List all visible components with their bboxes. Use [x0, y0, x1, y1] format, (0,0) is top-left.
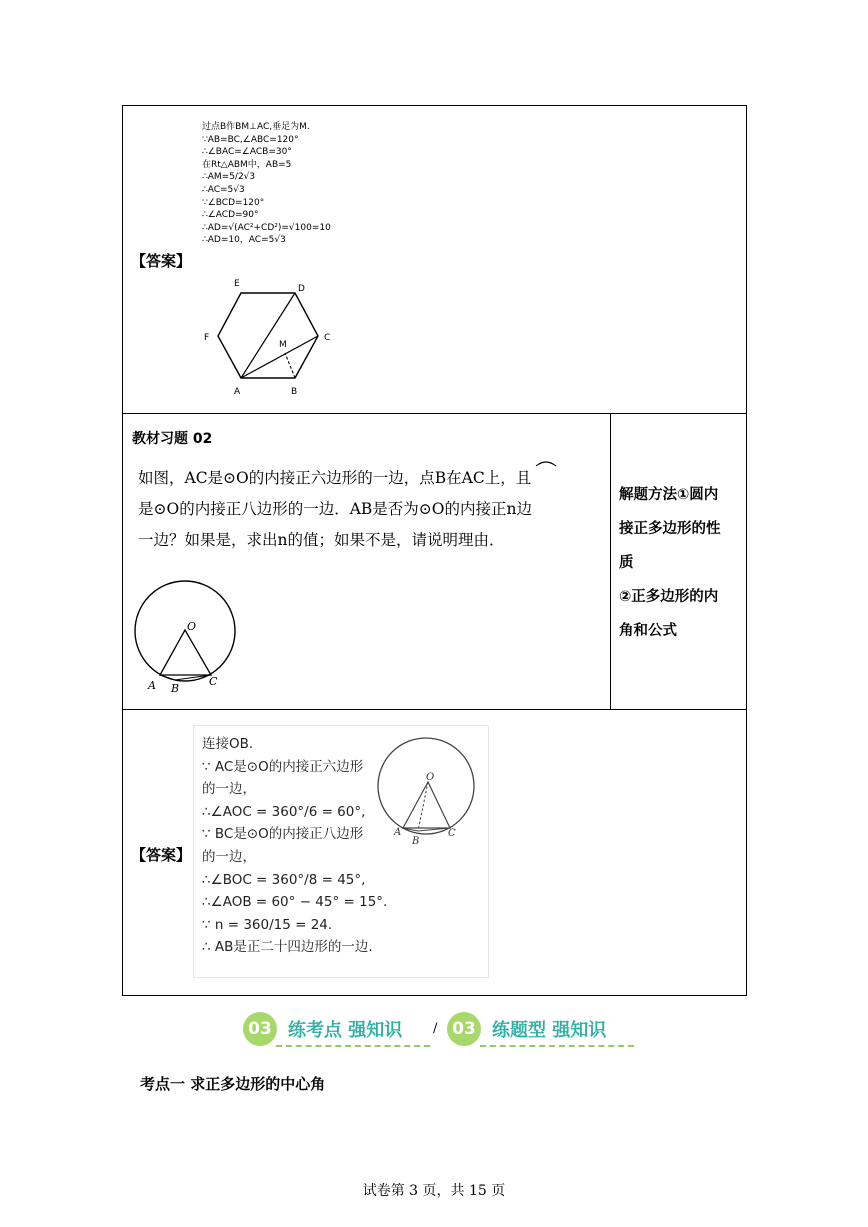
solution-line: ∵∠BCD=120° [202, 197, 265, 208]
solution-text-2 [202, 733, 387, 959]
triangle-AOC [403, 782, 450, 828]
solution-text-1 [202, 121, 331, 247]
hexagon-figure [200, 275, 340, 400]
solution-line: ∴AM=5/2√3 [202, 172, 256, 183]
method-line: ②正多边形的内 [619, 589, 719, 605]
label-A: A [234, 387, 241, 397]
solution-line: 在Rt△ABM中，AB=5 [202, 159, 292, 170]
solution-line: ∵ BC是⊙O的内接正八边形 [202, 826, 364, 843]
label-M: M [279, 340, 287, 350]
solution-line: ∴AD=10，AC=5√3 [202, 235, 286, 246]
solution-line: ∴∠AOB = 60° − 45° = 15°. [202, 894, 388, 911]
page-footer: 试卷第 3 页，共 15 页 [362, 1183, 506, 1199]
method-note [619, 478, 741, 648]
section-title-left: 练考点 强知识 [288, 1020, 403, 1041]
label-C: C [448, 828, 456, 839]
diagonal-AD [241, 293, 295, 378]
section-badge-right: 03 [447, 1012, 481, 1046]
solution-line: 的一边， [202, 848, 256, 865]
problem-text [138, 463, 608, 556]
solution-image-2 [193, 725, 489, 978]
label-O: O [187, 620, 197, 633]
label-B: B [171, 682, 180, 695]
answer-label: 【答案】 [131, 846, 192, 864]
arc-mark [534, 458, 558, 468]
section-underline-right [480, 1045, 634, 1047]
solution-line: ∴∠BOC = 360°/8 = 45°, [202, 871, 366, 888]
label-A: A [148, 679, 156, 692]
section-underline-left [276, 1045, 430, 1047]
perpendicular-BM [285, 353, 295, 378]
problem-line: 是⊙O的内接正八边形的一边．AB是否为⊙O的内接正n边 [138, 500, 532, 518]
method-line: 角和公式 [619, 623, 677, 639]
method-line: 质 [619, 555, 634, 571]
solution-line: ∵ AC是⊙O的内接正六边形 [202, 758, 364, 775]
label-A: A [394, 827, 402, 838]
solution-line: ∴∠ACD=90° [202, 210, 259, 221]
method-line: 接正多边形的性 [619, 521, 721, 537]
triangle-AOC [160, 630, 211, 675]
label-B: B [291, 387, 298, 397]
problem-line: 如图，AC是⊙O的内接正六边形的一边，点B在AC上，且 [138, 469, 532, 487]
solution-line: ∴ AB是正二十四边形的一边. [202, 939, 373, 956]
solution-line: 过点B作BM⊥AC,垂足为M. [202, 122, 310, 132]
segment-OB [418, 782, 428, 831]
label-O: O [426, 772, 435, 783]
kaodian-title: 考点一 求正多边形的中心角 [140, 1075, 326, 1093]
label-E: E [234, 279, 240, 289]
circle-figure [128, 575, 243, 695]
solution-line: ∴∠AOC = 360°/6 = 60°, [202, 803, 366, 820]
label-C: C [324, 333, 331, 343]
section-title-right: 练题型 强知识 [492, 1020, 607, 1041]
solution-line: ∵AB=BC,∠ABC=120° [202, 134, 299, 145]
label-B: B [412, 836, 420, 847]
solution-line: 的一边， [202, 781, 256, 798]
label-F: F [204, 333, 210, 343]
circle-figure-2 [374, 734, 484, 849]
solution-line: ∴∠BAC=∠ACB=30° [202, 147, 292, 158]
label-C: C [209, 675, 218, 688]
exercise-title: 教材习题 02 [132, 431, 213, 447]
solution-line: ∴AD=√(AC²+CD²)=√100=10 [202, 222, 331, 233]
section-badge-left: 03 [243, 1012, 277, 1046]
label-D: D [298, 284, 305, 294]
solution-line: ∴AC=5√3 [202, 184, 245, 195]
solution-line: 连接OB. [202, 736, 254, 752]
section-separator: / [433, 1021, 438, 1036]
answer-label: 【答案】 [131, 252, 192, 270]
method-line: 解题方法①圆内 [619, 487, 719, 503]
table-column-divider [610, 413, 611, 710]
solution-line: ∵ n = 360/15 = 24. [202, 916, 333, 933]
problem-line: 一边？如果是，求出n的值；如果不是，请说明理由． [138, 531, 505, 549]
